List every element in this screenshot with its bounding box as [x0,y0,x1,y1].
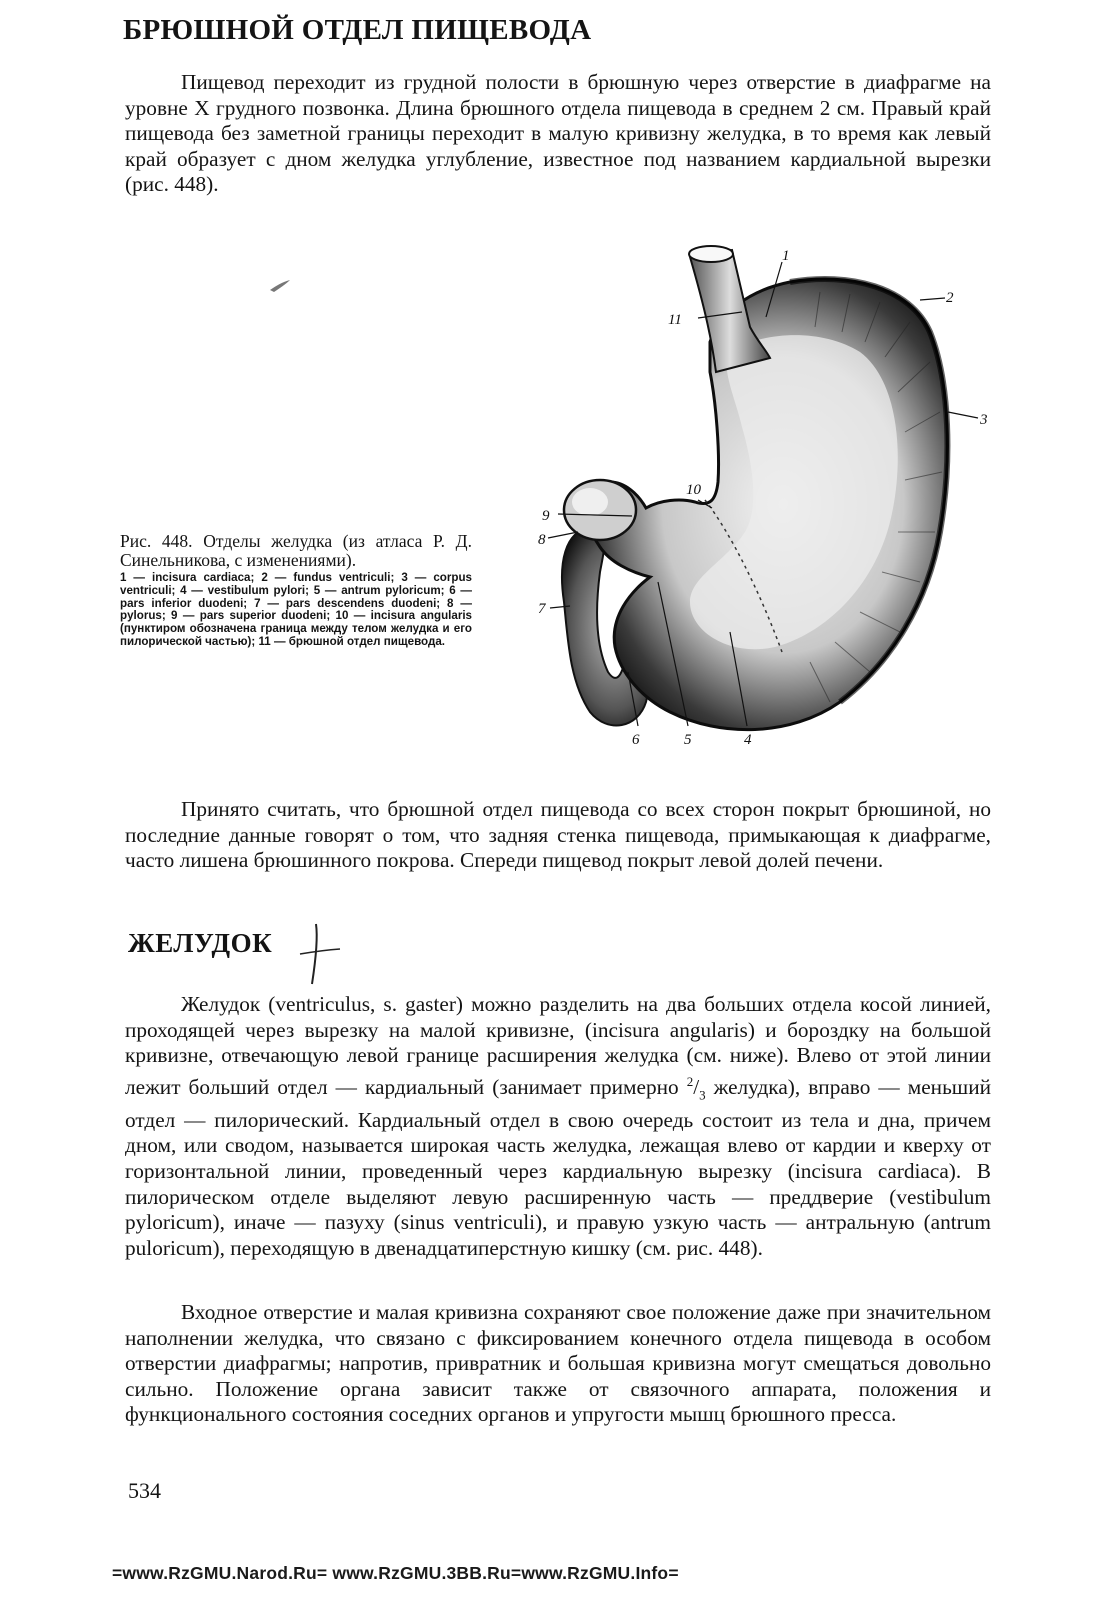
label-10: 10 [686,482,701,498]
figure-caption-legend: 1 — incisura cardiaca; 2 — fundus ventriculi; 3 — corpus ventriculi; 4 — vestibulum pylori; 5 — antrum pyloricum; 6 — pars inferior duodeni; 7 — pars descendens duodeni; 8 — pylorus; 9 — pars superior duodeni; 10 — incisura angularis (пунктиром обозначена граница между телом желудка и его пилорической частью); 11 — брюшной отдел пищевода. [120,571,472,648]
stomach-drawing [520,232,995,757]
esophagus-opening [689,246,733,262]
pylorus-bulb-shade [572,488,608,516]
section-heading-stomach: ЖЕЛУДОК [128,928,273,958]
ink-smudge [268,272,308,301]
label-4: 4 [744,732,752,748]
figure-caption-title: Рис. 448. Отделы желудка (из атласа Р. Д. Синельникова, с изменениями). [120,531,472,570]
label-7: 7 [538,601,546,617]
paragraph-peritoneum: Принято считать, что брюшной отдел пищевода со всех сторон покрыт брюшиной, но последние данные говорят о том, что задняя стенка пищевода, примыкающая к диафрагме, часто лишена брюшинного покрова. Спереди пищевод покрыт левой долей печени. [125,797,991,873]
label-11: 11 [668,312,682,328]
label-3: 3 [980,412,988,428]
paragraph-esophagus-intro: Пищевод переходит из грудной полости в брюшную через отверстие в диафрагме на уровне X грудного позвонка. Длина брюшного отдела пищевода в среднем 2 см. Правый край пищевода без заметной границы переходит в малую кривизну желудка, в то время как левый край образует с дном желудка углубление, известное под названием кардиальной вырезки (рис. 448). [125,70,991,197]
label-5: 5 [684,732,692,748]
label-6: 6 [632,732,640,748]
paragraph-stomach-parts: Желудок (ventriculus, s. gaster) можно разделить на два больших отдела косой линией, проходящей через вырезку на малой кривизне, (incisura angularis) и бороздку на большой кривизне, отвечающую левой границе расширения желудка (см. ниже). Влево от этой линии лежит больший отдел — кардиальный (занимает примерно $^2/_3$ желудка), вправо — меньший отдел — пилорический. Кардиальный отдел в свою очередь состоит из тела и дна, причем дном, или сводом, называется широкая часть желудка, лежащая влево от кардии и кверху от горизонтальной линии, проведенный через кардиальную вырезку (incisura cardiaca). В пилорическом отделе выделяют левую расширенную часть — преддверие (vestibulum pyloricum), иначе — пазуху (sinus ventriculi), и правую узкую часть — антральную (antrum puloricum), переходящую в двенадцатиперстную кишку (см. рис. 448). [125,992,991,1260]
fraction-numerator: 2 [686,1073,694,1089]
footer-watermark: =www.RzGMU.Narod.Ru= www.RzGMU.3BB.Ru=www.RzGMU.Info= [112,1563,679,1583]
label-8: 8 [538,532,546,548]
label-2: 2 [946,290,954,306]
page-number: 534 [128,1478,161,1503]
figure-caption [120,532,472,649]
stomach-illustration [520,232,995,757]
paragraph-stomach-parts-part-b: желудка), вправо — меньший отдел — пилорический. Кардиальный отдел в свою очередь состоит из тела и дна, причем дном, или сводом, называется широкая часть желудка, лежащая влево от кардии и кверху от горизонтальной линии, проведенный через кардиальную вырезку (incisura cardiaca). В пилорическом отделе выделяют левую расширенную часть — преддверие (vestibulum pyloricum), иначе — пазуху (sinus ventriculi), и правую узкую часть — антральную (antrum puloricum), переходящую в двенадцатиперстную кишку (см. рис. 448). [125,1074,991,1260]
label-1: 1 [782,248,790,264]
label-9: 9 [542,508,550,524]
fraction-denominator: 3 [699,1087,706,1103]
paragraph-stomach-parts-part-a: Желудок (ventriculus, s. gaster) можно разделить на два больших отдела косой линией, проходящей через вырезку на малой кривизне, (incisura angularis) и бороздку на большой кривизне, отвечающую левой границе расширения желудка (см. ниже). Влево от этой линии лежит больший отдел — кардиальный (занимает примерно [125,992,991,1099]
paragraph-stomach-position: Входное отверстие и малая кривизна сохраняют свое положение даже при значительном наполнении желудка, что связано с фиксированием конечного отдела пищевода в особом отверстии диафрагмы; напротив, привратник и большая кривизна могут смещаться довольно сильно. Положение органа зависит также от связочного аппарата, положения и функционального состояния соседних органов и упругости мышц брюшного пресса. [125,1300,991,1427]
pen-mark [296,918,346,993]
section-heading-esophagus: БРЮШНОЙ ОТДЕЛ ПИЩЕВОДА [123,14,592,46]
